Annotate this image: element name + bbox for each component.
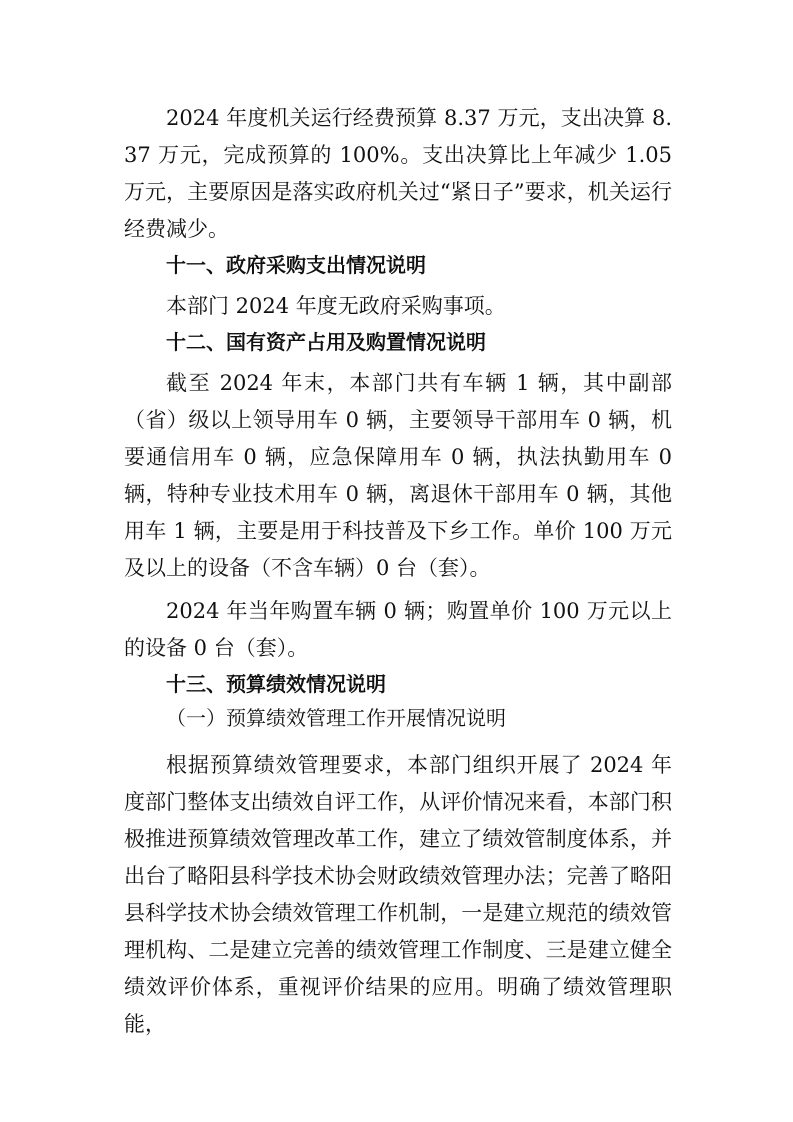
- paragraph-operating-expenses: 2024 年度机关运行经费预算 8.37 万元，支出决算 8.37 万元，完成预算的 100%。支出决算比上年减少 1.05 万元，主要原因是落实政府机关过“紧日子”要求，机关运行经费减少。: [124, 106, 672, 241]
- paragraph-purchases: 2024 年当年购置车辆 0 辆；购置单价 100 万元以上的设备 0 台（套）。: [124, 599, 672, 660]
- heading-government-procurement: 十一、政府采购支出情况说明: [166, 253, 426, 277]
- heading-state-assets: 十二、国有资产占用及购置情况说明: [166, 330, 486, 354]
- subheading-performance-management: （一）预算绩效管理工作开展情况说明: [166, 706, 506, 730]
- document-page: [124, 100, 672, 1043]
- paragraph-procurement: 本部门 2024 年度无政府采购事项。: [166, 294, 506, 318]
- paragraph-performance-evaluation: 根据预算绩效管理要求，本部门组织开展了 2024 年度部门整体支出绩效自评工作，从评价情况来看，本部门积极推进预算绩效管理改革工作，建立了绩效管制度体系，并出台了略阳县科学技术协会财政绩效管理办法；完善了略阳县科学技术协会绩效管理工作机制，一是建立规范的绩效管理机构、二是建立完善的绩效管理工作制度、三是建立健全绩效评价体系，重视评价结果的应用。明确了绩效管理职能，: [124, 753, 672, 1036]
- paragraph-vehicles: 截至 2024 年末，本部门共有车辆 1 辆，其中副部（省）级以上领导用车 0 辆，主要领导干部用车 0 辆，机要通信用车 0 辆，应急保障用车 0 辆，执法执勤用车 0 辆，特种专业技术用车 0 辆，离退休干部用车 0 辆，其他用车 1 辆，主要是用于科技普及下乡工作。单价 100 万元及以上的设备（不含车辆）0 台（套）。: [124, 371, 672, 580]
- heading-budget-performance: 十三、预算绩效情况说明: [166, 672, 386, 696]
